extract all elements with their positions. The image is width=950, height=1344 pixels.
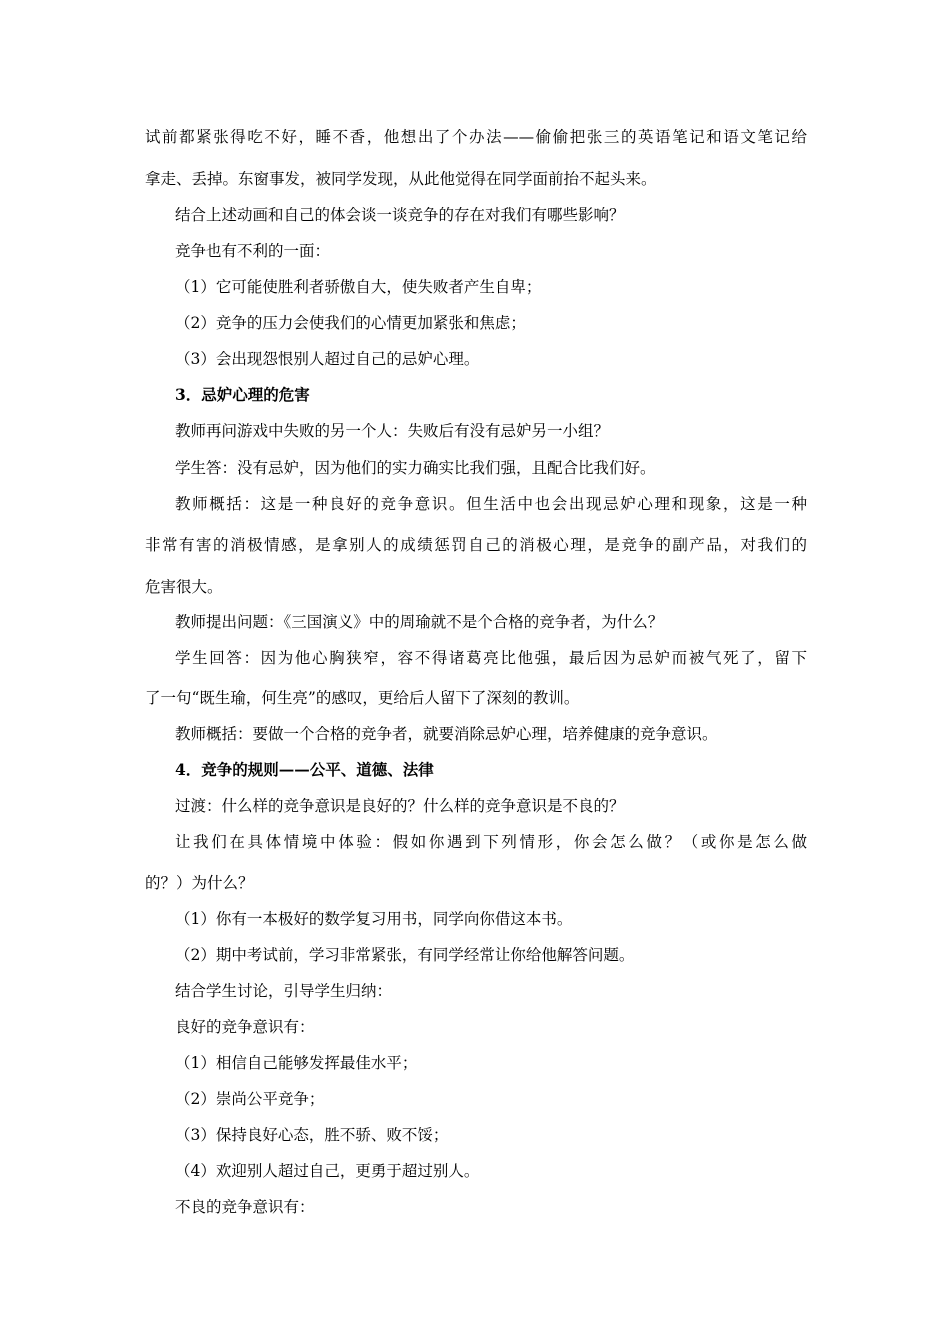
list-item: （1）你有一本极好的数学复习用书，同学向你借这本书。 [175, 910, 573, 928]
paragraph-line: 学生答：没有忌妒，因为他们的实力确实比我们强，且配合比我们好。 [175, 459, 656, 477]
paragraph-line: 教师概括：这是一种良好的竞争意识。但生活中也会出现忌妒心理和现象，这是一种 [175, 495, 807, 513]
list-item: （2）期中考试前，学习非常紧张，有同学经常让你给他解答问题。 [175, 946, 635, 964]
paragraph-line: 试前都紧张得吃不好，睡不香，他想出了个办法——偷偷把张三的英语笔记和语文笔记给 [145, 128, 807, 146]
paragraph-line: 竞争也有不利的一面： [175, 242, 331, 260]
paragraph-line: 非常有害的消极情感，是拿别人的成绩惩罚自己的消极心理，是竞争的副产品，对我们的 [145, 536, 807, 554]
paragraph-line: 教师再问游戏中失败的另一个人：失败后有没有忌妒另一小组？ [175, 422, 610, 440]
paragraph-line: 了一句“既生瑜，何生亮”的感叹，更给后人留下了深刻的教训。 [145, 689, 580, 707]
paragraph-line: 良好的竞争意识有： [175, 1018, 315, 1036]
paragraph-line: 结合上述动画和自己的体会谈一谈竞争的存在对我们有哪些影响？ [175, 206, 625, 224]
list-item: （4）欢迎别人超过自己，更勇于超过别人。 [175, 1162, 480, 1180]
section-heading: 4．竞争的规则——公平、道德、法律 [175, 760, 434, 779]
list-item: （2）崇尚公平竞争； [175, 1090, 325, 1108]
paragraph-line: 学生回答：因为他心胸狭窄，容不得诸葛亮比他强，最后因为忌妒而被气死了，留下 [175, 649, 807, 667]
paragraph-line: 让我们在具体情境中体验：假如你遇到下列情形，你会怎么做？（或你是怎么做 [175, 833, 807, 851]
list-item: （1）它可能使胜利者骄傲自大，使失败者产生自卑； [175, 278, 542, 296]
paragraph-line: 的？）为什么？ [145, 874, 254, 892]
paragraph-line: 过渡：什么样的竞争意识是良好的？什么样的竞争意识是不良的？ [175, 797, 625, 815]
paragraph-line: 危害很大。 [145, 578, 223, 596]
section-heading: 3．忌妒心理的危害 [175, 385, 310, 404]
paragraph-line: 结合学生讨论，引导学生归纳： [175, 982, 393, 1000]
paragraph-line: 教师提出问题：《三国演义》中的周瑜就不是个合格的竞争者，为什么？ [175, 613, 664, 631]
paragraph-line: 不良的竞争意识有： [175, 1198, 315, 1216]
list-item: （1）相信自己能够发挥最佳水平； [175, 1054, 418, 1072]
list-item: （2）竞争的压力会使我们的心情更加紧张和焦虑； [175, 314, 526, 332]
paragraph-line: 教师概括：要做一个合格的竞争者，就要消除忌妒心理，培养健康的竞争意识。 [175, 725, 718, 743]
list-item: （3）会出现怨恨别人超过自己的忌妒心理。 [175, 350, 480, 368]
list-item: （3）保持良好心态，胜不骄、败不馁； [175, 1126, 449, 1144]
paragraph-line: 拿走、丢掉。东窗事发，被同学发现，从此他觉得在同学面前抬不起头来。 [145, 170, 657, 188]
